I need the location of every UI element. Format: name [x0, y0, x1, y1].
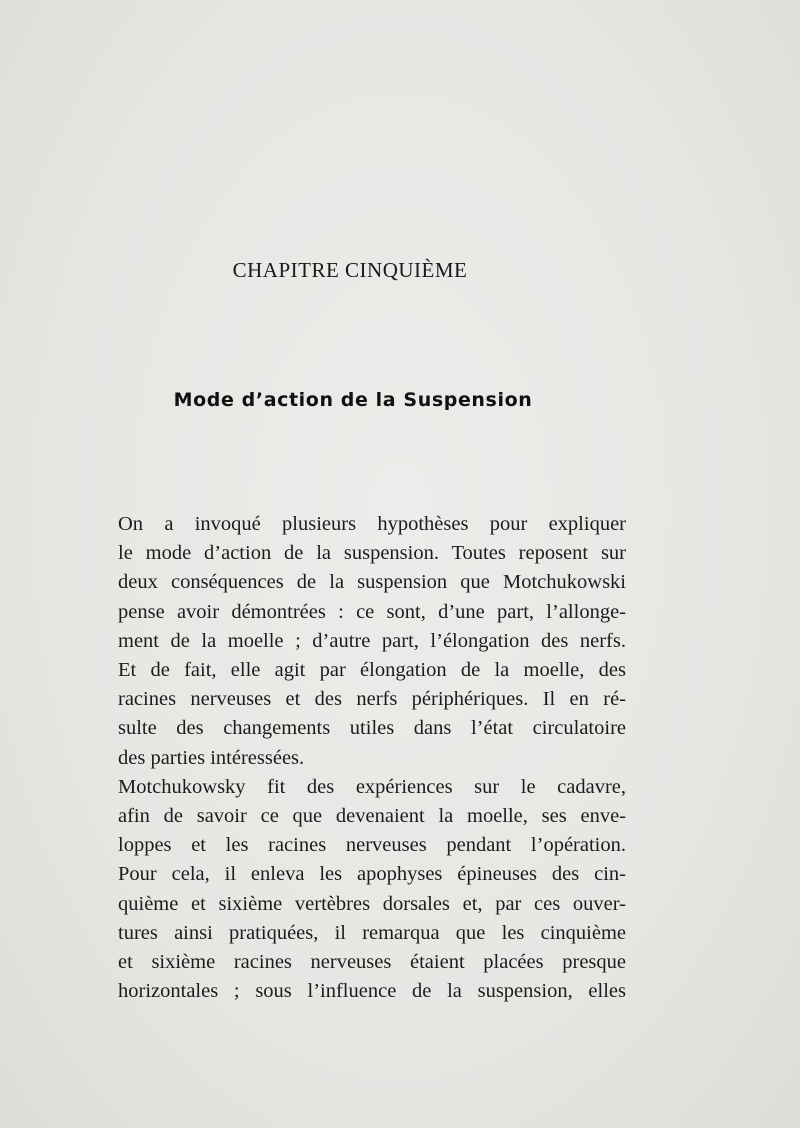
chapter-title: CHAPITRE CINQUIÈME — [232, 258, 468, 282]
text-line: afin de savoir ce que devenaient la moelle, ses enve- — [118, 805, 626, 828]
text-line: le mode d’action de la suspension. Toutes reposent sur — [118, 542, 626, 565]
text-line: deux conséquences de la suspension que Motchukowski — [118, 571, 626, 594]
paragraph-1 — [118, 510, 626, 773]
body-text — [118, 510, 626, 1006]
text-line: pense avoir démontrées : ce sont, d’une part, l’allonge- — [118, 600, 626, 623]
text-line: ment de la moelle ; d’autre part, l’élongation des nerfs. — [118, 629, 626, 652]
text-line: Motchukowsky fit des expériences sur le cadavre, — [118, 775, 626, 798]
text-line: des parties intéressées. — [118, 746, 305, 769]
text-line: horizontales ; sous l’influence de la suspension, elles — [118, 980, 626, 1003]
section-title: Mode d’action de la Suspension — [173, 389, 533, 411]
text-line: On a invoqué plusieurs hypothèses pour expliquer — [118, 513, 626, 535]
text-line: sulte des changements utiles dans l’état circulatoire — [118, 717, 626, 740]
text-line: quième et sixième vertèbres dorsales et, par ces ouver- — [118, 892, 626, 915]
text-line: tures ainsi pratiquées, il remarqua que les cinquième — [118, 921, 626, 944]
text-line: Pour cela, il enleva les apophyses épineuses des cin- — [118, 863, 626, 886]
text-line: Et de fait, elle agit par élongation de la moelle, des — [118, 659, 626, 682]
paragraph-2 — [118, 773, 626, 1007]
text-line: et sixième racines nerveuses étaient placées presque — [118, 951, 626, 974]
text-line: racines nerveuses et des nerfs périphériques. Il en ré- — [118, 688, 626, 711]
text-line: loppes et les racines nerveuses pendant l’opération. — [118, 834, 626, 857]
